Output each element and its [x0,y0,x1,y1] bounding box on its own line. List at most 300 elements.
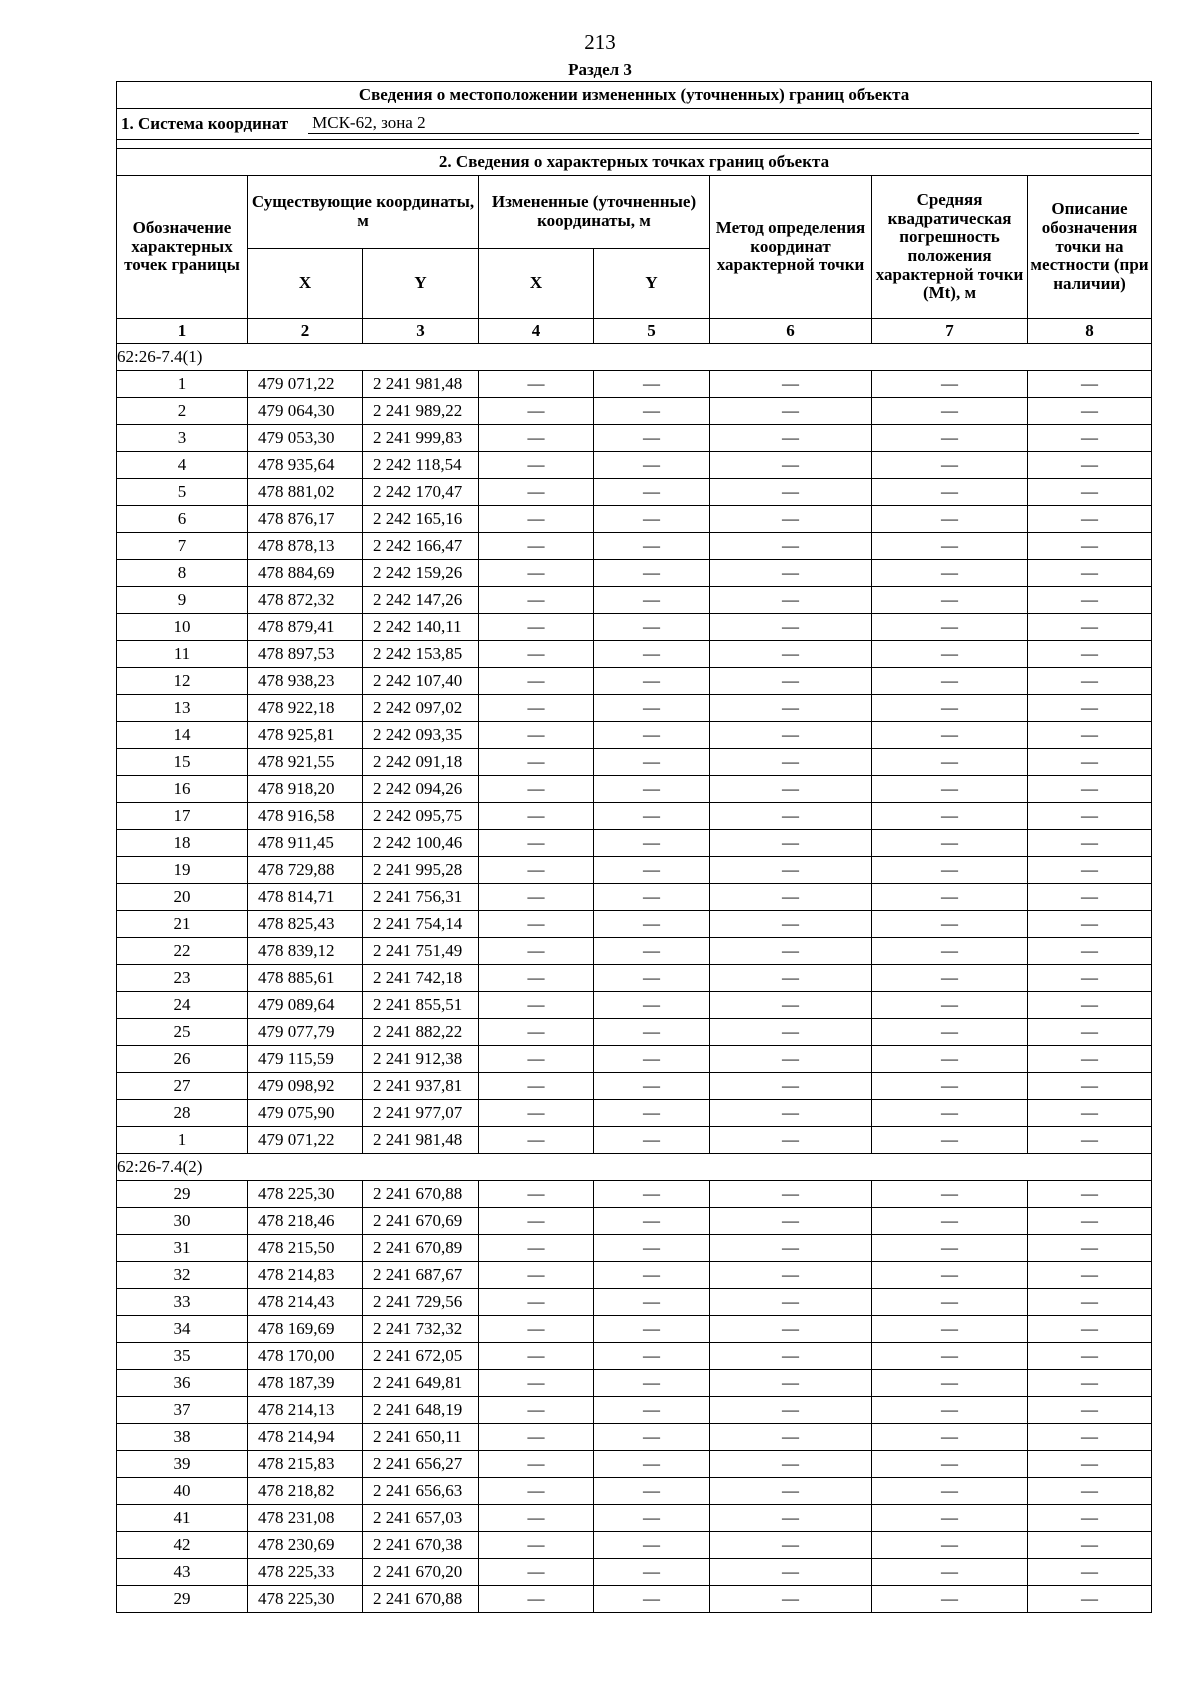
changed-x-cell: — [479,749,594,776]
table-row [117,1208,1152,1235]
header-method: Метод определения координат характерной точки [710,176,872,319]
table-row [117,398,1152,425]
accuracy-cell: — [872,938,1028,965]
existing-y-cell: 2 241 751,49 [363,938,479,965]
existing-x-cell: 479 098,92 [248,1073,363,1100]
changed-x-cell: — [479,1343,594,1370]
changed-x-cell: — [479,398,594,425]
table-row [117,1181,1152,1208]
changed-y-cell: — [594,965,710,992]
method-cell: — [710,1586,872,1613]
changed-x-cell: — [479,1019,594,1046]
existing-y-cell: 2 242 153,85 [363,641,479,668]
changed-y-cell: — [594,722,710,749]
accuracy-cell: — [872,884,1028,911]
existing-x-cell: 478 225,30 [248,1586,363,1613]
existing-y-cell: 2 241 756,31 [363,884,479,911]
accuracy-cell: — [872,668,1028,695]
description-cell: — [1028,1586,1152,1613]
table-row [117,641,1152,668]
method-cell: — [710,641,872,668]
existing-y-cell: 2 242 097,02 [363,695,479,722]
header-changed-coordinates: Измененные (уточненные) координаты, м [479,176,710,249]
point-number-cell: 23 [117,965,248,992]
changed-x-cell: — [479,1181,594,1208]
method-cell: — [710,1127,872,1154]
existing-x-cell: 479 077,79 [248,1019,363,1046]
point-number-cell: 34 [117,1316,248,1343]
changed-x-cell: — [479,668,594,695]
description-cell: — [1028,371,1152,398]
existing-x-cell: 478 922,18 [248,695,363,722]
method-cell: — [710,479,872,506]
table-row [117,1343,1152,1370]
description-cell: — [1028,776,1152,803]
table-row [117,425,1152,452]
changed-y-cell: — [594,668,710,695]
changed-y-cell: — [594,1586,710,1613]
table-row [117,1505,1152,1532]
header-row-1 [117,176,1152,249]
changed-x-cell: — [479,1235,594,1262]
accuracy-cell: — [872,1181,1028,1208]
changed-x-cell: — [479,533,594,560]
header-point-designation: Обозначение характерных точек границы [117,176,248,319]
table-row [117,614,1152,641]
accuracy-cell: — [872,1073,1028,1100]
changed-y-cell: — [594,938,710,965]
existing-x-cell: 478 214,13 [248,1397,363,1424]
table-row [117,1262,1152,1289]
point-number-cell: 26 [117,1046,248,1073]
changed-y-cell: — [594,1370,710,1397]
description-cell: — [1028,1289,1152,1316]
existing-x-cell: 478 214,83 [248,1262,363,1289]
description-cell: — [1028,425,1152,452]
accuracy-cell: — [872,452,1028,479]
points-title-row [117,149,1152,176]
coordinate-system-value: МСК-62, зона 2 [308,114,1139,134]
table-row [117,992,1152,1019]
method-cell: — [710,614,872,641]
existing-y-cell: 2 241 981,48 [363,371,479,398]
existing-x-cell: 479 071,22 [248,371,363,398]
changed-x-cell: — [479,695,594,722]
description-cell: — [1028,884,1152,911]
point-number-cell: 8 [117,560,248,587]
description-cell: — [1028,452,1152,479]
changed-x-cell: — [479,1208,594,1235]
point-number-cell: 5 [117,479,248,506]
table-row [117,587,1152,614]
existing-y-cell: 2 241 670,88 [363,1586,479,1613]
changed-y-cell: — [594,1127,710,1154]
point-number-cell: 2 [117,398,248,425]
existing-y-cell: 2 242 165,16 [363,506,479,533]
changed-y-cell: — [594,1262,710,1289]
description-cell: — [1028,587,1152,614]
description-cell: — [1028,1046,1152,1073]
section-label: Раздел 3 [568,60,632,79]
changed-y-cell: — [594,560,710,587]
accuracy-cell: — [872,533,1028,560]
changed-x-cell: — [479,1478,594,1505]
accuracy-cell: — [872,1370,1028,1397]
changed-x-cell: — [479,857,594,884]
accuracy-cell: — [872,1478,1028,1505]
existing-x-cell: 479 115,59 [248,1046,363,1073]
accuracy-cell: — [872,587,1028,614]
existing-y-cell: 2 241 989,22 [363,398,479,425]
method-cell: — [710,965,872,992]
existing-x-cell: 478 170,00 [248,1343,363,1370]
method-cell: — [710,668,872,695]
existing-x-cell: 478 225,30 [248,1181,363,1208]
changed-x-cell: — [479,452,594,479]
point-number-cell: 13 [117,695,248,722]
existing-y-cell: 2 241 912,38 [363,1046,479,1073]
changed-y-cell: — [594,830,710,857]
accuracy-cell: — [872,1424,1028,1451]
changed-y-cell: — [594,884,710,911]
existing-y-cell: 2 241 670,38 [363,1532,479,1559]
description-cell: — [1028,1478,1152,1505]
changed-y-cell: — [594,776,710,803]
changed-y-cell: — [594,1532,710,1559]
point-number-cell: 27 [117,1073,248,1100]
accuracy-cell: — [872,1559,1028,1586]
description-cell: — [1028,938,1152,965]
table-row [117,533,1152,560]
table-row [117,722,1152,749]
existing-x-cell: 478 187,39 [248,1370,363,1397]
description-cell: — [1028,965,1152,992]
point-number-cell: 4 [117,452,248,479]
changed-y-cell: — [594,425,710,452]
description-cell: — [1028,1073,1152,1100]
accuracy-cell: — [872,560,1028,587]
description-cell: — [1028,857,1152,884]
existing-y-cell: 2 241 648,19 [363,1397,479,1424]
existing-x-cell: 478 935,64 [248,452,363,479]
description-cell: — [1028,668,1152,695]
existing-y-cell: 2 242 147,26 [363,587,479,614]
table-row [117,1478,1152,1505]
method-cell: — [710,884,872,911]
existing-x-cell: 478 225,33 [248,1559,363,1586]
point-number-cell: 21 [117,911,248,938]
existing-x-cell: 479 064,30 [248,398,363,425]
method-cell: — [710,587,872,614]
point-number-cell: 1 [117,1127,248,1154]
accuracy-cell: — [872,1127,1028,1154]
accuracy-cell: — [872,1586,1028,1613]
existing-y-cell: 2 241 937,81 [363,1073,479,1100]
accuracy-cell: — [872,1289,1028,1316]
accuracy-cell: — [872,830,1028,857]
point-number-cell: 17 [117,803,248,830]
changed-x-cell: — [479,641,594,668]
existing-x-cell: 478 214,43 [248,1289,363,1316]
description-cell: — [1028,614,1152,641]
accuracy-cell: — [872,803,1028,830]
existing-x-cell: 478 876,17 [248,506,363,533]
method-cell: — [710,1478,872,1505]
column-number: 8 [1028,319,1152,344]
table-row [117,1100,1152,1127]
existing-x-cell: 478 814,71 [248,884,363,911]
changed-x-cell: — [479,722,594,749]
point-number-cell: 15 [117,749,248,776]
accuracy-cell: — [872,695,1028,722]
table-row [117,1316,1152,1343]
existing-y-cell: 2 242 091,18 [363,749,479,776]
description-cell: — [1028,1559,1152,1586]
table-row [117,1370,1152,1397]
changed-x-cell: — [479,479,594,506]
column-number: 4 [479,319,594,344]
header-changed-x: X [479,249,594,319]
table-row [117,1046,1152,1073]
point-number-cell: 3 [117,425,248,452]
description-cell: — [1028,695,1152,722]
point-number-cell: 33 [117,1289,248,1316]
existing-x-cell: 478 839,12 [248,938,363,965]
method-cell: — [710,830,872,857]
table-row [117,1532,1152,1559]
accuracy-cell: — [872,506,1028,533]
existing-y-cell: 2 241 882,22 [363,1019,479,1046]
point-number-cell: 43 [117,1559,248,1586]
table-row [117,776,1152,803]
point-number-cell: 19 [117,857,248,884]
method-cell: — [710,1208,872,1235]
existing-x-cell: 479 053,30 [248,425,363,452]
changed-y-cell: — [594,1451,710,1478]
changed-x-cell: — [479,992,594,1019]
existing-y-cell: 2 241 687,67 [363,1262,479,1289]
changed-x-cell: — [479,776,594,803]
changed-y-cell: — [594,1208,710,1235]
existing-y-cell: 2 242 170,47 [363,479,479,506]
changed-x-cell: — [479,560,594,587]
description-cell: — [1028,992,1152,1019]
point-number-cell: 31 [117,1235,248,1262]
existing-y-cell: 2 242 166,47 [363,533,479,560]
accuracy-cell: — [872,479,1028,506]
table-row [117,965,1152,992]
point-number-cell: 6 [117,506,248,533]
method-cell: — [710,1532,872,1559]
point-number-cell: 9 [117,587,248,614]
existing-y-cell: 2 241 672,05 [363,1343,479,1370]
point-number-cell: 29 [117,1181,248,1208]
changed-y-cell: — [594,1559,710,1586]
table-row [117,695,1152,722]
table-row [117,452,1152,479]
description-cell: — [1028,1343,1152,1370]
existing-y-cell: 2 241 981,48 [363,1127,479,1154]
changed-y-cell: — [594,1100,710,1127]
method-cell: — [710,533,872,560]
existing-x-cell: 478 881,02 [248,479,363,506]
method-cell: — [710,506,872,533]
description-cell: — [1028,533,1152,560]
accuracy-cell: — [872,1397,1028,1424]
accuracy-cell: — [872,371,1028,398]
changed-x-cell: — [479,911,594,938]
description-cell: — [1028,1505,1152,1532]
table-row [117,1073,1152,1100]
changed-y-cell: — [594,1343,710,1370]
changed-y-cell: — [594,371,710,398]
header-changed-y: Y [594,249,710,319]
header-existing-coordinates: Существующие координаты, м [248,176,479,249]
object-name: 62:26-7.4(2) [117,1154,1152,1181]
existing-x-cell: 478 215,50 [248,1235,363,1262]
description-cell: — [1028,1370,1152,1397]
method-cell: — [710,1046,872,1073]
existing-y-cell: 2 241 977,07 [363,1100,479,1127]
description-cell: — [1028,560,1152,587]
point-number-cell: 36 [117,1370,248,1397]
method-cell: — [710,722,872,749]
changed-y-cell: — [594,533,710,560]
changed-y-cell: — [594,857,710,884]
changed-y-cell: — [594,614,710,641]
existing-x-cell: 479 089,64 [248,992,363,1019]
method-cell: — [710,857,872,884]
existing-x-cell: 478 911,45 [248,830,363,857]
method-cell: — [710,1316,872,1343]
changed-x-cell: — [479,884,594,911]
accuracy-cell: — [872,1046,1028,1073]
point-number-cell: 28 [117,1100,248,1127]
changed-y-cell: — [594,479,710,506]
existing-y-cell: 2 241 650,11 [363,1424,479,1451]
table-row [117,1424,1152,1451]
existing-x-cell: 478 879,41 [248,614,363,641]
table-row [117,803,1152,830]
point-number-cell: 22 [117,938,248,965]
table-row [117,911,1152,938]
table-row [117,884,1152,911]
existing-x-cell: 478 230,69 [248,1532,363,1559]
accuracy-cell: — [872,398,1028,425]
method-cell: — [710,1100,872,1127]
existing-y-cell: 2 241 670,89 [363,1235,479,1262]
header-existing-x: X [248,249,363,319]
accuracy-cell: — [872,857,1028,884]
method-cell: — [710,1073,872,1100]
accuracy-cell: — [872,1451,1028,1478]
method-cell: — [710,695,872,722]
existing-y-cell: 2 242 118,54 [363,452,479,479]
description-cell: — [1028,1100,1152,1127]
accuracy-cell: — [872,776,1028,803]
method-cell: — [710,398,872,425]
accuracy-cell: — [872,641,1028,668]
spacer-row [117,140,1152,149]
column-number: 1 [117,319,248,344]
accuracy-cell: — [872,1235,1028,1262]
changed-x-cell: — [479,371,594,398]
changed-x-cell: — [479,1532,594,1559]
method-cell: — [710,1370,872,1397]
changed-y-cell: — [594,1019,710,1046]
point-number-cell: 38 [117,1424,248,1451]
existing-x-cell: 479 075,90 [248,1100,363,1127]
method-cell: — [710,425,872,452]
point-number-cell: 32 [117,1262,248,1289]
point-number-cell: 41 [117,1505,248,1532]
method-cell: — [710,1397,872,1424]
changed-y-cell: — [594,1235,710,1262]
method-cell: — [710,1451,872,1478]
table-row [117,1289,1152,1316]
method-cell: — [710,911,872,938]
existing-y-cell: 2 241 999,83 [363,425,479,452]
method-cell: — [710,776,872,803]
description-cell: — [1028,1181,1152,1208]
changed-y-cell: — [594,803,710,830]
accuracy-cell: — [872,992,1028,1019]
existing-y-cell: 2 241 855,51 [363,992,479,1019]
object-name: 62:26-7.4(1) [117,344,1152,371]
point-number-cell: 11 [117,641,248,668]
point-number-cell: 37 [117,1397,248,1424]
changed-x-cell: — [479,1451,594,1478]
table-row [117,857,1152,884]
table-row [117,1586,1152,1613]
table-row [117,668,1152,695]
point-number-cell: 14 [117,722,248,749]
accuracy-cell: — [872,1208,1028,1235]
existing-x-cell: 478 897,53 [248,641,363,668]
accuracy-cell: — [872,1019,1028,1046]
description-cell: — [1028,1424,1152,1451]
changed-x-cell: — [479,938,594,965]
changed-x-cell: — [479,1127,594,1154]
accuracy-cell: — [872,1262,1028,1289]
description-cell: — [1028,1262,1152,1289]
changed-x-cell: — [479,587,594,614]
changed-x-cell: — [479,1262,594,1289]
changed-x-cell: — [479,1100,594,1127]
changed-x-cell: — [479,1397,594,1424]
changed-y-cell: — [594,1073,710,1100]
existing-x-cell: 478 231,08 [248,1505,363,1532]
existing-y-cell: 2 242 159,26 [363,560,479,587]
page-number: 213 [584,30,616,54]
method-cell: — [710,1343,872,1370]
method-cell: — [710,1235,872,1262]
changed-y-cell: — [594,1478,710,1505]
changed-y-cell: — [594,641,710,668]
changed-y-cell: — [594,695,710,722]
existing-x-cell: 478 825,43 [248,911,363,938]
description-cell: — [1028,506,1152,533]
point-number-cell: 7 [117,533,248,560]
existing-x-cell: 478 214,94 [248,1424,363,1451]
point-number-cell: 40 [117,1478,248,1505]
description-cell: — [1028,830,1152,857]
existing-y-cell: 2 241 754,14 [363,911,479,938]
object-row [117,1154,1152,1181]
column-number: 7 [872,319,1028,344]
method-cell: — [710,1424,872,1451]
existing-x-cell: 478 872,32 [248,587,363,614]
